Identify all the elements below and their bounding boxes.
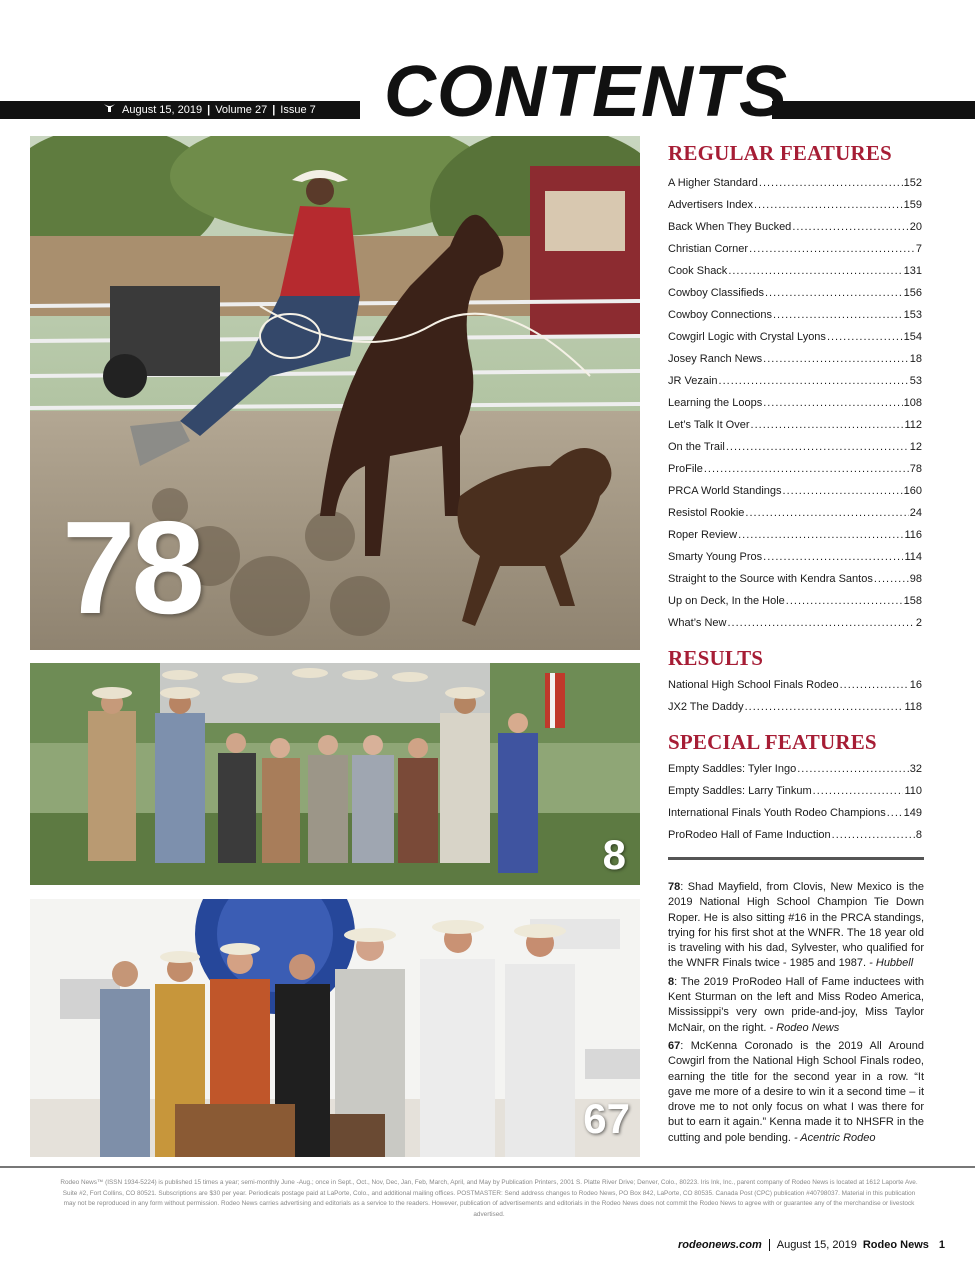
toc-leader-dots <box>763 392 902 414</box>
toc-entry-title: A Higher Standard <box>668 177 758 189</box>
toc-entry-page: 114 <box>904 551 922 563</box>
toc-entry-page: 118 <box>904 701 922 713</box>
toc-entry-page: 2 <box>915 617 922 629</box>
toc-entry-title: On the Trail <box>668 441 725 453</box>
toc-entry[interactable] <box>668 758 922 780</box>
toc-leader-dots <box>797 758 909 780</box>
page-number: 1 <box>938 1239 945 1251</box>
photo-nhsfr-champions <box>30 899 640 1157</box>
toc-entry-title: National High School Finals Rodeo <box>668 679 839 691</box>
toc-leader-dots <box>704 458 909 480</box>
toc-entry[interactable] <box>668 304 922 326</box>
section-heading-regular-features: REGULAR FEATURES <box>668 141 892 165</box>
toc-entry[interactable] <box>668 216 922 238</box>
toc-leader-dots <box>827 326 903 348</box>
section-heading-results: RESULTS <box>668 646 764 670</box>
toc-leader-dots <box>728 260 902 282</box>
toc-entry-title: Empty Saddles: Tyler Ingo <box>668 763 797 775</box>
toc-entry-page: 78 <box>909 463 922 475</box>
toc-entry-page: 110 <box>904 785 922 797</box>
toc-entry-page: 12 <box>909 441 922 453</box>
toc-entry-title: PRCA World Standings <box>668 485 782 497</box>
toc-leader-dots <box>773 304 903 326</box>
toc-leader-dots <box>783 480 903 502</box>
regular-features-list <box>668 172 922 634</box>
toc-entry[interactable] <box>668 436 922 458</box>
toc-entry-title: Roper Review <box>668 529 738 541</box>
section-heading-special-features: SPECIAL FEATURES <box>668 730 877 754</box>
toc-entry-title: ProRodeo Hall of Fame Induction <box>668 829 831 841</box>
toc-entry-title: Back When They Bucked <box>668 221 792 233</box>
page-title: CONTENTS <box>384 52 788 132</box>
toc-leader-dots <box>874 568 909 590</box>
toc-entry-title: Josey Ranch News <box>668 353 763 365</box>
toc-entry[interactable] <box>668 172 922 194</box>
toc-entry[interactable] <box>668 674 922 696</box>
toc-entry-title: Learning the Loops <box>668 397 763 409</box>
toc-entry-page: 153 <box>903 309 922 321</box>
results-list <box>668 674 922 718</box>
toc-leader-dots <box>763 348 909 370</box>
toc-entry[interactable] <box>668 414 922 436</box>
toc-entry-page: 131 <box>903 265 922 277</box>
toc-entry[interactable] <box>668 238 922 260</box>
toc-entry-title: Cowboy Connections <box>668 309 772 321</box>
toc-entry-page: 156 <box>903 287 922 299</box>
toc-entry-page: 53 <box>909 375 922 387</box>
toc-entry-title: JR Vezain <box>668 375 718 387</box>
issue-number: Issue 7 <box>280 104 316 116</box>
toc-leader-dots <box>840 674 909 696</box>
toc-entry-page: 160 <box>903 485 922 497</box>
toc-entry-page: 152 <box>903 177 922 189</box>
toc-leader-dots <box>745 502 908 524</box>
toc-leader-dots <box>719 370 909 392</box>
folio-brand: Rodeo News <box>862 1239 929 1251</box>
toc-entry-title: JX2 The Daddy <box>668 701 744 713</box>
toc-leader-dots <box>832 824 915 846</box>
toc-leader-dots <box>887 802 903 824</box>
toc-entry[interactable] <box>668 612 922 634</box>
toc-entry-page: 154 <box>903 331 922 343</box>
toc-entry-title: Christian Corner <box>668 243 749 255</box>
toc-leader-dots <box>749 238 915 260</box>
photo-hall-of-fame <box>30 663 640 885</box>
photo-number-8: 8 <box>602 831 626 878</box>
toc-entry[interactable] <box>668 282 922 304</box>
toc-leader-dots <box>745 696 904 718</box>
toc-entry-title: Let’s Talk It Over <box>668 419 750 431</box>
toc-entry-page: 108 <box>903 397 922 409</box>
toc-leader-dots <box>813 780 904 802</box>
caption-8: 8: The 2019 ProRodeo Hall of Fame inductees with Kent Sturman on the left and Miss Rodeo America, Mississippi’s very own pride-and-joy, Miss Taylor McNair, on the right. - Rodeo News <box>668 975 924 1034</box>
toc-entry-title: ProFile <box>668 463 703 475</box>
toc-leader-dots <box>754 194 903 216</box>
toc-entry-page: 18 <box>909 353 922 365</box>
toc-leader-dots <box>738 524 903 546</box>
header-bar-right <box>772 101 975 119</box>
toc-entry-page: 32 <box>909 763 922 775</box>
toc-entry-title: Empty Saddles: Larry Tinkum <box>668 785 812 797</box>
toc-entry-title: Resistol Rookie <box>668 507 745 519</box>
toc-entry[interactable] <box>668 480 922 502</box>
issue-date: August 15, 2019 <box>122 104 203 116</box>
special-features-list <box>668 758 922 846</box>
photo-captions <box>668 880 924 1149</box>
toc-entry-title: Smarty Young Pros <box>668 551 763 563</box>
photo-number-67: 67 <box>583 1095 630 1142</box>
page-folio <box>678 1236 945 1254</box>
toc-entry-page: 98 <box>909 573 922 585</box>
toc-entry[interactable] <box>668 370 922 392</box>
toc-leader-dots <box>726 436 909 458</box>
toc-leader-dots <box>727 612 914 634</box>
toc-entry[interactable] <box>668 802 922 824</box>
toc-entry-page: 116 <box>904 529 922 541</box>
issue-volume: Volume 27 <box>215 104 268 116</box>
photo-number-78: 78 <box>62 494 201 641</box>
toc-entry[interactable] <box>668 326 922 348</box>
toc-entry-page: 20 <box>909 221 922 233</box>
toc-entry-title: What’s New <box>668 617 727 629</box>
toc-entry[interactable] <box>668 568 922 590</box>
issue-info: August 15, 2019 | Volume 27 | Issue 7 <box>104 101 316 119</box>
toc-entry[interactable] <box>668 824 922 846</box>
toc-entry[interactable] <box>668 502 922 524</box>
toc-entry[interactable] <box>668 348 922 370</box>
toc-entry-title: Cowboy Classifieds <box>668 287 764 299</box>
photo-tie-down-roping <box>30 136 640 650</box>
toc-leader-dots <box>792 216 908 238</box>
toc-entry[interactable] <box>668 696 922 718</box>
footer-rule <box>0 1166 975 1168</box>
toc-entry-page: 16 <box>909 679 922 691</box>
toc-entry[interactable] <box>668 458 922 480</box>
toc-leader-dots <box>751 414 904 436</box>
toc-entry-title: Cook Shack <box>668 265 728 277</box>
toc-leader-dots <box>763 546 903 568</box>
toc-entry[interactable] <box>668 590 922 612</box>
toc-leader-dots <box>759 172 903 194</box>
longhorn-icon <box>104 102 116 120</box>
toc-entry-title: Cowgirl Logic with Crystal Lyons <box>668 331 826 343</box>
caption-67: 67: McKenna Coronado is the 2019 All Around Cowgirl from the National High School Finals rodeo, earning the title for the second year in a row. “It gave me more of a desire to win it a second time – it drove me to not only focus on what I was there for but to earn it again.” Kenna made it to NHSFR in the cutting and pole bending. - Acentric Rodeo <box>668 1039 924 1144</box>
caption-78: 78: Shad Mayfield, from Clovis, New Mexico is the 2019 National High School Champion Tie Down Roper. He is also sitting #16 in the PRCA standings, trying for his first shot at the WNFR. The 18 year old is traveling with his dad, Sylvester, who qualified for the WNFR Finals twice - 1985 and 1987. - Hubbell <box>668 881 924 970</box>
toc-entry[interactable] <box>668 546 922 568</box>
toc-leader-dots <box>786 590 903 612</box>
toc-entry-page: 158 <box>903 595 922 607</box>
toc-entry[interactable] <box>668 260 922 282</box>
toc-entry-page: 7 <box>915 243 922 255</box>
toc-entry-title: Straight to the Source with Kendra Santos <box>668 573 873 585</box>
table-of-contents <box>668 140 922 846</box>
website-link[interactable]: rodeonews.com <box>677 1239 762 1251</box>
toc-entry[interactable] <box>668 780 922 802</box>
publication-fineprint: Rodeo News™ (ISSN 1934-5224) is published 15 times a year; semi-monthly June -Aug.; once in Sept., Oct., Nov, Dec, Jan, Feb, March, April, and May by Publication Printers, 2001 S. Platte River Drive; Denver, Colo., 80223. Iris Ink, Inc., parent company of Rodeo News is located at 1612 Laporte Ave. Suite #2, Fort Collins, CO 80521. Subscriptions are $30 per year. Periodicals postage paid at LaPorte, Colo., and additional mailing offices. POSTMASTER: Send address changes to Rodeo News, PO Box 842, LaPorte, CO 80535. Canada Post (CPC) publication #40798037. Material in this publication may not be reproduced in any form without permission. Rodeo News carries advertising and editorials as a service to the readers. However, publication of advertisements and editorials in the Rodeo News does not commit the Rodeo News to agree with or guarantee any of the merchandise or livestock advertised. <box>60 1179 918 1218</box>
toc-entry-page: 149 <box>903 807 922 819</box>
toc-entry-title: Up on Deck, In the Hole <box>668 595 785 607</box>
toc-entry[interactable] <box>668 194 922 216</box>
toc-entry-page: 159 <box>903 199 922 211</box>
toc-entry[interactable] <box>668 392 922 414</box>
toc-entry-page: 24 <box>909 507 922 519</box>
toc-entry-page: 112 <box>904 419 922 431</box>
toc-leader-dots <box>765 282 903 304</box>
caption-divider <box>668 857 924 860</box>
folio-date: August 15, 2019 <box>776 1239 857 1251</box>
toc-entry-title: Advertisers Index <box>668 199 753 211</box>
toc-entry[interactable] <box>668 524 922 546</box>
toc-entry-title: International Finals Youth Rodeo Champions <box>668 807 886 819</box>
toc-entry-page: 8 <box>915 829 922 841</box>
